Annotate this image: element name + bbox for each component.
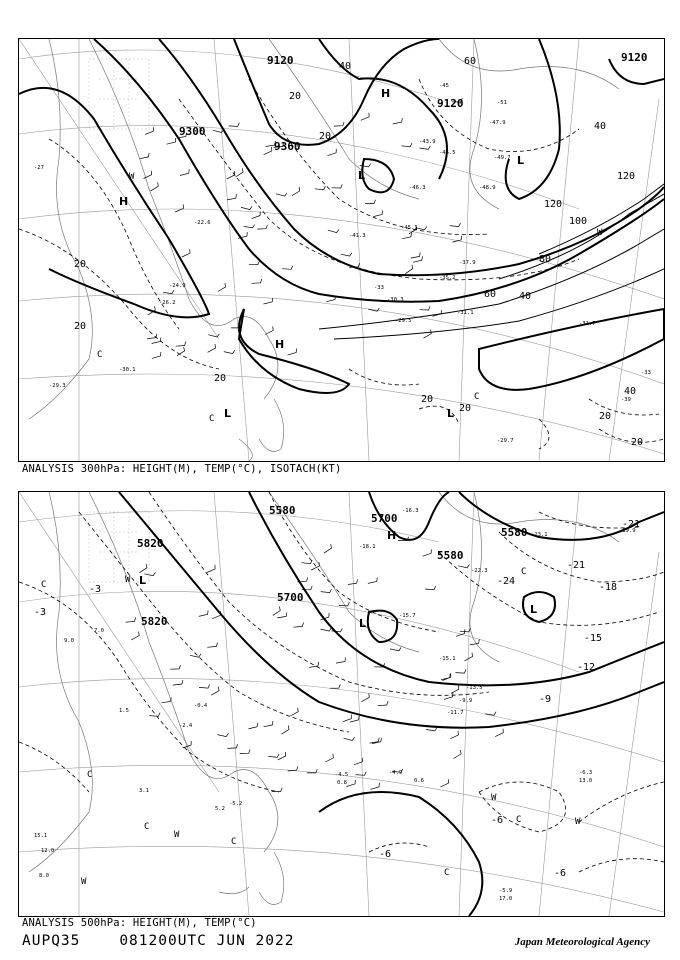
wind-barb bbox=[411, 252, 421, 258]
wind-barb bbox=[265, 326, 273, 334]
wind-barb bbox=[332, 184, 343, 188]
high-center-marker: H bbox=[381, 87, 391, 100]
wind-barb bbox=[373, 210, 382, 216]
height-label: 9120 bbox=[621, 51, 648, 64]
svg-text:C: C bbox=[209, 414, 215, 424]
low-center-marker: L bbox=[530, 603, 538, 616]
wind-barb bbox=[173, 680, 183, 685]
svg-text:40: 40 bbox=[519, 291, 532, 302]
wind-barb bbox=[315, 186, 326, 190]
wind-barb bbox=[131, 632, 139, 640]
wind-barb bbox=[444, 693, 453, 700]
svg-text:-19.9: -19.9 bbox=[619, 528, 636, 534]
wind-barbs bbox=[126, 537, 504, 792]
svg-text:-3: -3 bbox=[89, 584, 102, 595]
svg-text:40: 40 bbox=[624, 386, 637, 397]
wind-barb bbox=[152, 352, 161, 358]
wind-barb bbox=[343, 715, 352, 722]
wind-barb bbox=[240, 750, 250, 754]
svg-text:-15.1: -15.1 bbox=[439, 656, 456, 662]
svg-text:-3: -3 bbox=[34, 607, 47, 618]
wind-barb bbox=[140, 153, 149, 159]
agency-name: Japan Meteorological Agency bbox=[514, 936, 650, 948]
svg-text:20: 20 bbox=[214, 373, 227, 384]
wind-barb bbox=[152, 338, 161, 344]
svg-text:-29.7: -29.7 bbox=[497, 438, 514, 444]
wind-barb bbox=[208, 344, 216, 352]
wind-barb bbox=[282, 266, 293, 270]
svg-text:C: C bbox=[41, 580, 47, 590]
graticule bbox=[19, 492, 664, 916]
wind-barb bbox=[419, 146, 430, 150]
svg-text:-46.3: -46.3 bbox=[409, 185, 426, 191]
valid-datetime: 081200UTC JUN 2022 bbox=[119, 933, 295, 949]
wind-barb bbox=[424, 330, 432, 339]
svg-text:-26.2: -26.2 bbox=[159, 300, 176, 306]
wind-barb bbox=[264, 147, 272, 155]
height-label: 5580 bbox=[437, 549, 464, 562]
svg-text:15.1: 15.1 bbox=[34, 833, 48, 839]
svg-text:-15: -15 bbox=[584, 633, 603, 644]
wind-barb bbox=[163, 290, 174, 294]
wind-barb bbox=[227, 194, 237, 200]
wind-barb bbox=[321, 628, 332, 631]
svg-text:120: 120 bbox=[617, 171, 636, 182]
map-300hpa bbox=[19, 39, 664, 461]
graticule bbox=[19, 39, 664, 461]
svg-text:-4.9: -4.9 bbox=[389, 770, 403, 776]
wind-barb bbox=[328, 229, 339, 232]
svg-text:5.2: 5.2 bbox=[215, 806, 225, 812]
wind-barb bbox=[293, 623, 303, 628]
svg-text:-33: -33 bbox=[374, 285, 384, 291]
wind-barb bbox=[292, 187, 300, 196]
svg-text:20: 20 bbox=[74, 321, 87, 332]
wind-barb bbox=[207, 565, 215, 573]
wind-barb bbox=[441, 674, 450, 680]
svg-text:-5.9: -5.9 bbox=[499, 888, 513, 894]
chart-500hpa bbox=[18, 491, 665, 917]
svg-text:0.6: 0.6 bbox=[414, 778, 424, 784]
wind-barb bbox=[453, 750, 461, 759]
svg-text:-46.5: -46.5 bbox=[439, 150, 456, 156]
low-center-marker: L bbox=[447, 407, 455, 420]
svg-text:-22.6: -22.6 bbox=[194, 220, 211, 226]
wind-barb bbox=[180, 169, 189, 175]
wind-barb bbox=[368, 578, 377, 584]
svg-text:-24.9: -24.9 bbox=[169, 283, 186, 289]
svg-text:C: C bbox=[521, 567, 527, 577]
wind-barb bbox=[224, 350, 235, 353]
wind-barb bbox=[405, 265, 412, 274]
wind-barb bbox=[393, 118, 403, 124]
wind-barb bbox=[426, 728, 437, 731]
chart-300hpa bbox=[18, 38, 665, 462]
low-center-marker: L bbox=[139, 574, 147, 587]
height-label: 5700 bbox=[371, 512, 398, 525]
thermal-markers bbox=[41, 567, 581, 887]
svg-text:-11.7: -11.7 bbox=[447, 710, 464, 716]
wind-barb bbox=[441, 779, 449, 787]
wind-barb bbox=[325, 754, 333, 762]
wind-barb bbox=[236, 168, 244, 177]
wind-barb bbox=[336, 658, 346, 664]
svg-text:9.0: 9.0 bbox=[64, 638, 74, 644]
high-center-marker: H bbox=[119, 195, 129, 208]
svg-text:W: W bbox=[125, 575, 131, 585]
wind-barb bbox=[360, 164, 371, 167]
wind-barb bbox=[227, 171, 235, 179]
wind-barb bbox=[365, 200, 376, 204]
wind-barb bbox=[348, 579, 358, 584]
wind-barb bbox=[334, 122, 344, 126]
height-label: 9360 bbox=[274, 140, 301, 153]
wind-barb bbox=[217, 733, 228, 736]
svg-text:20: 20 bbox=[421, 394, 434, 405]
wind-barb bbox=[252, 212, 261, 219]
wind-barb bbox=[126, 618, 136, 623]
wind-barb bbox=[213, 129, 224, 132]
svg-text:-24: -24 bbox=[497, 576, 516, 587]
wind-barb bbox=[450, 731, 458, 739]
isotachs bbox=[319, 184, 664, 339]
svg-text:-4.5: -4.5 bbox=[335, 772, 349, 778]
wind-barb bbox=[302, 560, 313, 564]
wind-barb bbox=[167, 138, 176, 144]
svg-text:-15.7: -15.7 bbox=[399, 613, 416, 619]
wind-barb bbox=[264, 721, 273, 727]
wind-barb bbox=[330, 684, 341, 688]
wind-barb bbox=[268, 754, 279, 758]
svg-text:20: 20 bbox=[631, 437, 644, 448]
chart-caption-300hpa: ANALYSIS 300hPa: HEIGHT(M), TEMP(°C), ISOTACH(KT) bbox=[22, 463, 342, 475]
svg-text:-9.9: -9.9 bbox=[459, 698, 473, 704]
svg-text:-23.1: -23.1 bbox=[531, 532, 548, 538]
wind-barb bbox=[321, 589, 332, 593]
wind-barb bbox=[199, 685, 210, 689]
svg-text:-18: -18 bbox=[599, 582, 618, 593]
wind-barb bbox=[218, 283, 226, 291]
svg-text:20: 20 bbox=[319, 131, 332, 142]
height-labels bbox=[137, 504, 528, 628]
wind-barb bbox=[390, 647, 401, 650]
svg-text:40: 40 bbox=[594, 121, 607, 132]
svg-text:-16.3: -16.3 bbox=[402, 508, 419, 514]
wind-barb bbox=[402, 233, 411, 239]
wind-barb bbox=[288, 349, 297, 356]
svg-text:W: W bbox=[81, 877, 87, 887]
height-label: 9120 bbox=[267, 54, 294, 67]
svg-text:-43.9: -43.9 bbox=[419, 139, 436, 145]
svg-text:40: 40 bbox=[339, 61, 352, 72]
wind-barb bbox=[290, 708, 298, 716]
wind-barb bbox=[211, 687, 219, 696]
svg-text:-21: -21 bbox=[567, 560, 586, 571]
wind-barb bbox=[361, 113, 369, 121]
height-label: 5820 bbox=[137, 537, 164, 550]
wind-barb bbox=[420, 306, 431, 310]
wind-barb bbox=[248, 723, 257, 729]
wind-barb bbox=[263, 298, 272, 304]
wind-barb bbox=[281, 725, 289, 734]
svg-text:-39: -39 bbox=[621, 397, 631, 403]
product-header bbox=[22, 933, 294, 949]
station-values bbox=[34, 508, 636, 902]
svg-text:C: C bbox=[87, 770, 93, 780]
svg-text:W: W bbox=[491, 793, 497, 803]
svg-text:-0.4: -0.4 bbox=[194, 703, 208, 709]
wind-barb bbox=[177, 347, 185, 356]
svg-text:C: C bbox=[97, 350, 103, 360]
svg-text:-29.3: -29.3 bbox=[49, 383, 66, 389]
low-center-marker: L bbox=[224, 407, 232, 420]
svg-text:-6: -6 bbox=[491, 815, 504, 826]
svg-text:-30.1: -30.1 bbox=[119, 367, 136, 373]
svg-text:-6.3: -6.3 bbox=[579, 770, 593, 776]
wind-barb bbox=[276, 193, 287, 196]
wind-barb bbox=[162, 698, 172, 703]
svg-text:-45.1: -45.1 bbox=[401, 225, 418, 231]
svg-text:8.0: 8.0 bbox=[39, 873, 49, 879]
svg-text:W: W bbox=[174, 830, 180, 840]
svg-text:-31.1: -31.1 bbox=[457, 310, 474, 316]
height-label: 5700 bbox=[277, 591, 304, 604]
svg-text:-18.1: -18.1 bbox=[359, 544, 376, 550]
svg-text:C: C bbox=[474, 392, 480, 402]
height-labels bbox=[179, 51, 648, 153]
high-center-marker: H bbox=[387, 529, 397, 542]
coastlines bbox=[29, 39, 619, 461]
svg-text:-21: -21 bbox=[622, 519, 641, 530]
svg-text:-27: -27 bbox=[34, 165, 44, 171]
wind-barb bbox=[451, 685, 459, 693]
wind-barb bbox=[328, 149, 337, 156]
svg-text:-13.5: -13.5 bbox=[466, 685, 483, 691]
svg-text:-22.3: -22.3 bbox=[471, 568, 488, 574]
height-label: 5580 bbox=[501, 526, 528, 539]
svg-text:C: C bbox=[444, 868, 450, 878]
svg-text:-31.7: -31.7 bbox=[579, 321, 596, 327]
height-contours bbox=[19, 39, 664, 393]
wind-barb bbox=[346, 780, 355, 787]
wind-barb bbox=[423, 549, 432, 556]
wind-barb bbox=[199, 610, 208, 616]
height-label: 9300 bbox=[179, 125, 206, 138]
coastlines bbox=[29, 492, 619, 904]
svg-text:20: 20 bbox=[599, 411, 612, 422]
wind-barb bbox=[170, 665, 180, 669]
wind-barb bbox=[249, 261, 260, 265]
wind-barb bbox=[455, 669, 466, 673]
svg-text:1.5: 1.5 bbox=[119, 708, 129, 714]
svg-text:-35.2: -35.2 bbox=[439, 275, 456, 281]
wind-barb bbox=[378, 701, 388, 706]
svg-text:13.0: 13.0 bbox=[579, 778, 593, 784]
pressure-centers bbox=[139, 529, 537, 630]
svg-text:7.0: 7.0 bbox=[94, 628, 104, 634]
wind-barb bbox=[241, 206, 252, 209]
low-center-marker: L bbox=[517, 154, 525, 167]
wind-barb bbox=[356, 772, 367, 776]
svg-text:100: 100 bbox=[569, 216, 588, 227]
wind-barb bbox=[257, 225, 267, 229]
svg-text:-5.2: -5.2 bbox=[229, 801, 243, 807]
wind-barb bbox=[182, 249, 190, 257]
svg-text:-41.3: -41.3 bbox=[349, 233, 366, 239]
svg-text:60: 60 bbox=[464, 56, 477, 67]
svg-text:0.8: 0.8 bbox=[337, 780, 347, 786]
wind-barb bbox=[207, 643, 217, 648]
wind-barb bbox=[450, 223, 461, 227]
svg-text:60: 60 bbox=[484, 289, 497, 300]
svg-text:17.0: 17.0 bbox=[499, 896, 513, 902]
svg-text:20: 20 bbox=[289, 91, 302, 102]
wind-barb bbox=[458, 565, 469, 568]
wind-barb bbox=[175, 204, 183, 212]
temperature-contours bbox=[19, 79, 664, 449]
height-label: 5820 bbox=[141, 615, 168, 628]
wind-barb bbox=[151, 182, 159, 191]
svg-text:80: 80 bbox=[539, 254, 552, 265]
wind-barb bbox=[370, 783, 379, 790]
wind-barb bbox=[425, 586, 436, 590]
product-code: AUPQ35 bbox=[22, 933, 81, 949]
svg-text:-29.5: -29.5 bbox=[395, 318, 412, 324]
wind-barb bbox=[183, 741, 192, 748]
svg-text:C: C bbox=[516, 815, 522, 825]
svg-text:20: 20 bbox=[74, 259, 87, 270]
svg-text:C: C bbox=[231, 837, 237, 847]
wind-barb bbox=[176, 342, 186, 347]
wind-barb bbox=[324, 544, 331, 553]
svg-text:-6: -6 bbox=[379, 849, 392, 860]
wind-barb bbox=[252, 279, 262, 283]
wind-barb bbox=[190, 654, 201, 657]
height-label: 9120 bbox=[437, 97, 464, 110]
svg-text:20: 20 bbox=[459, 403, 472, 414]
svg-text:3.1: 3.1 bbox=[139, 788, 149, 794]
wind-barb bbox=[277, 613, 287, 618]
svg-text:-48.9: -48.9 bbox=[479, 185, 496, 191]
svg-text:W: W bbox=[129, 172, 135, 182]
wind-barb bbox=[401, 143, 412, 147]
wind-barb bbox=[361, 693, 369, 701]
svg-text:-6: -6 bbox=[554, 868, 567, 879]
svg-text:120: 120 bbox=[544, 199, 563, 210]
svg-text:C: C bbox=[144, 822, 150, 832]
svg-text:-2.4: -2.4 bbox=[179, 723, 193, 729]
svg-text:-33: -33 bbox=[641, 370, 651, 376]
svg-text:12.0: 12.0 bbox=[41, 848, 55, 854]
wind-barb bbox=[495, 729, 503, 737]
wind-barb bbox=[244, 225, 255, 228]
svg-text:-9: -9 bbox=[539, 694, 552, 705]
wind-barb bbox=[273, 607, 281, 616]
svg-text:W: W bbox=[575, 817, 581, 827]
low-center-marker: L bbox=[358, 169, 366, 182]
svg-text:-45: -45 bbox=[439, 83, 449, 89]
wind-barb bbox=[341, 253, 352, 256]
wind-barb bbox=[229, 123, 240, 127]
svg-text:-49.7: -49.7 bbox=[494, 155, 511, 161]
map-500hpa bbox=[19, 492, 664, 916]
svg-text:-30.3: -30.3 bbox=[387, 297, 404, 303]
wind-barb bbox=[344, 737, 355, 740]
temperature-contour-labels bbox=[34, 519, 640, 879]
svg-text:-51: -51 bbox=[497, 100, 507, 106]
wind-barb bbox=[208, 334, 219, 337]
wind-barb bbox=[144, 572, 155, 575]
wind-barb bbox=[139, 564, 147, 573]
svg-text:-37.9: -37.9 bbox=[459, 260, 476, 266]
high-center-marker: H bbox=[275, 338, 285, 351]
wind-barb bbox=[278, 752, 286, 760]
svg-text:-47.9: -47.9 bbox=[489, 120, 506, 126]
height-label: 5580 bbox=[269, 504, 296, 517]
chart-caption-500hpa: ANALYSIS 500hPa: HEIGHT(M), TEMP(°C) bbox=[22, 917, 257, 929]
wind-barb bbox=[227, 744, 237, 748]
svg-text:W: W bbox=[597, 228, 603, 238]
svg-text:-12: -12 bbox=[577, 662, 596, 673]
low-center-marker: L bbox=[359, 617, 367, 630]
